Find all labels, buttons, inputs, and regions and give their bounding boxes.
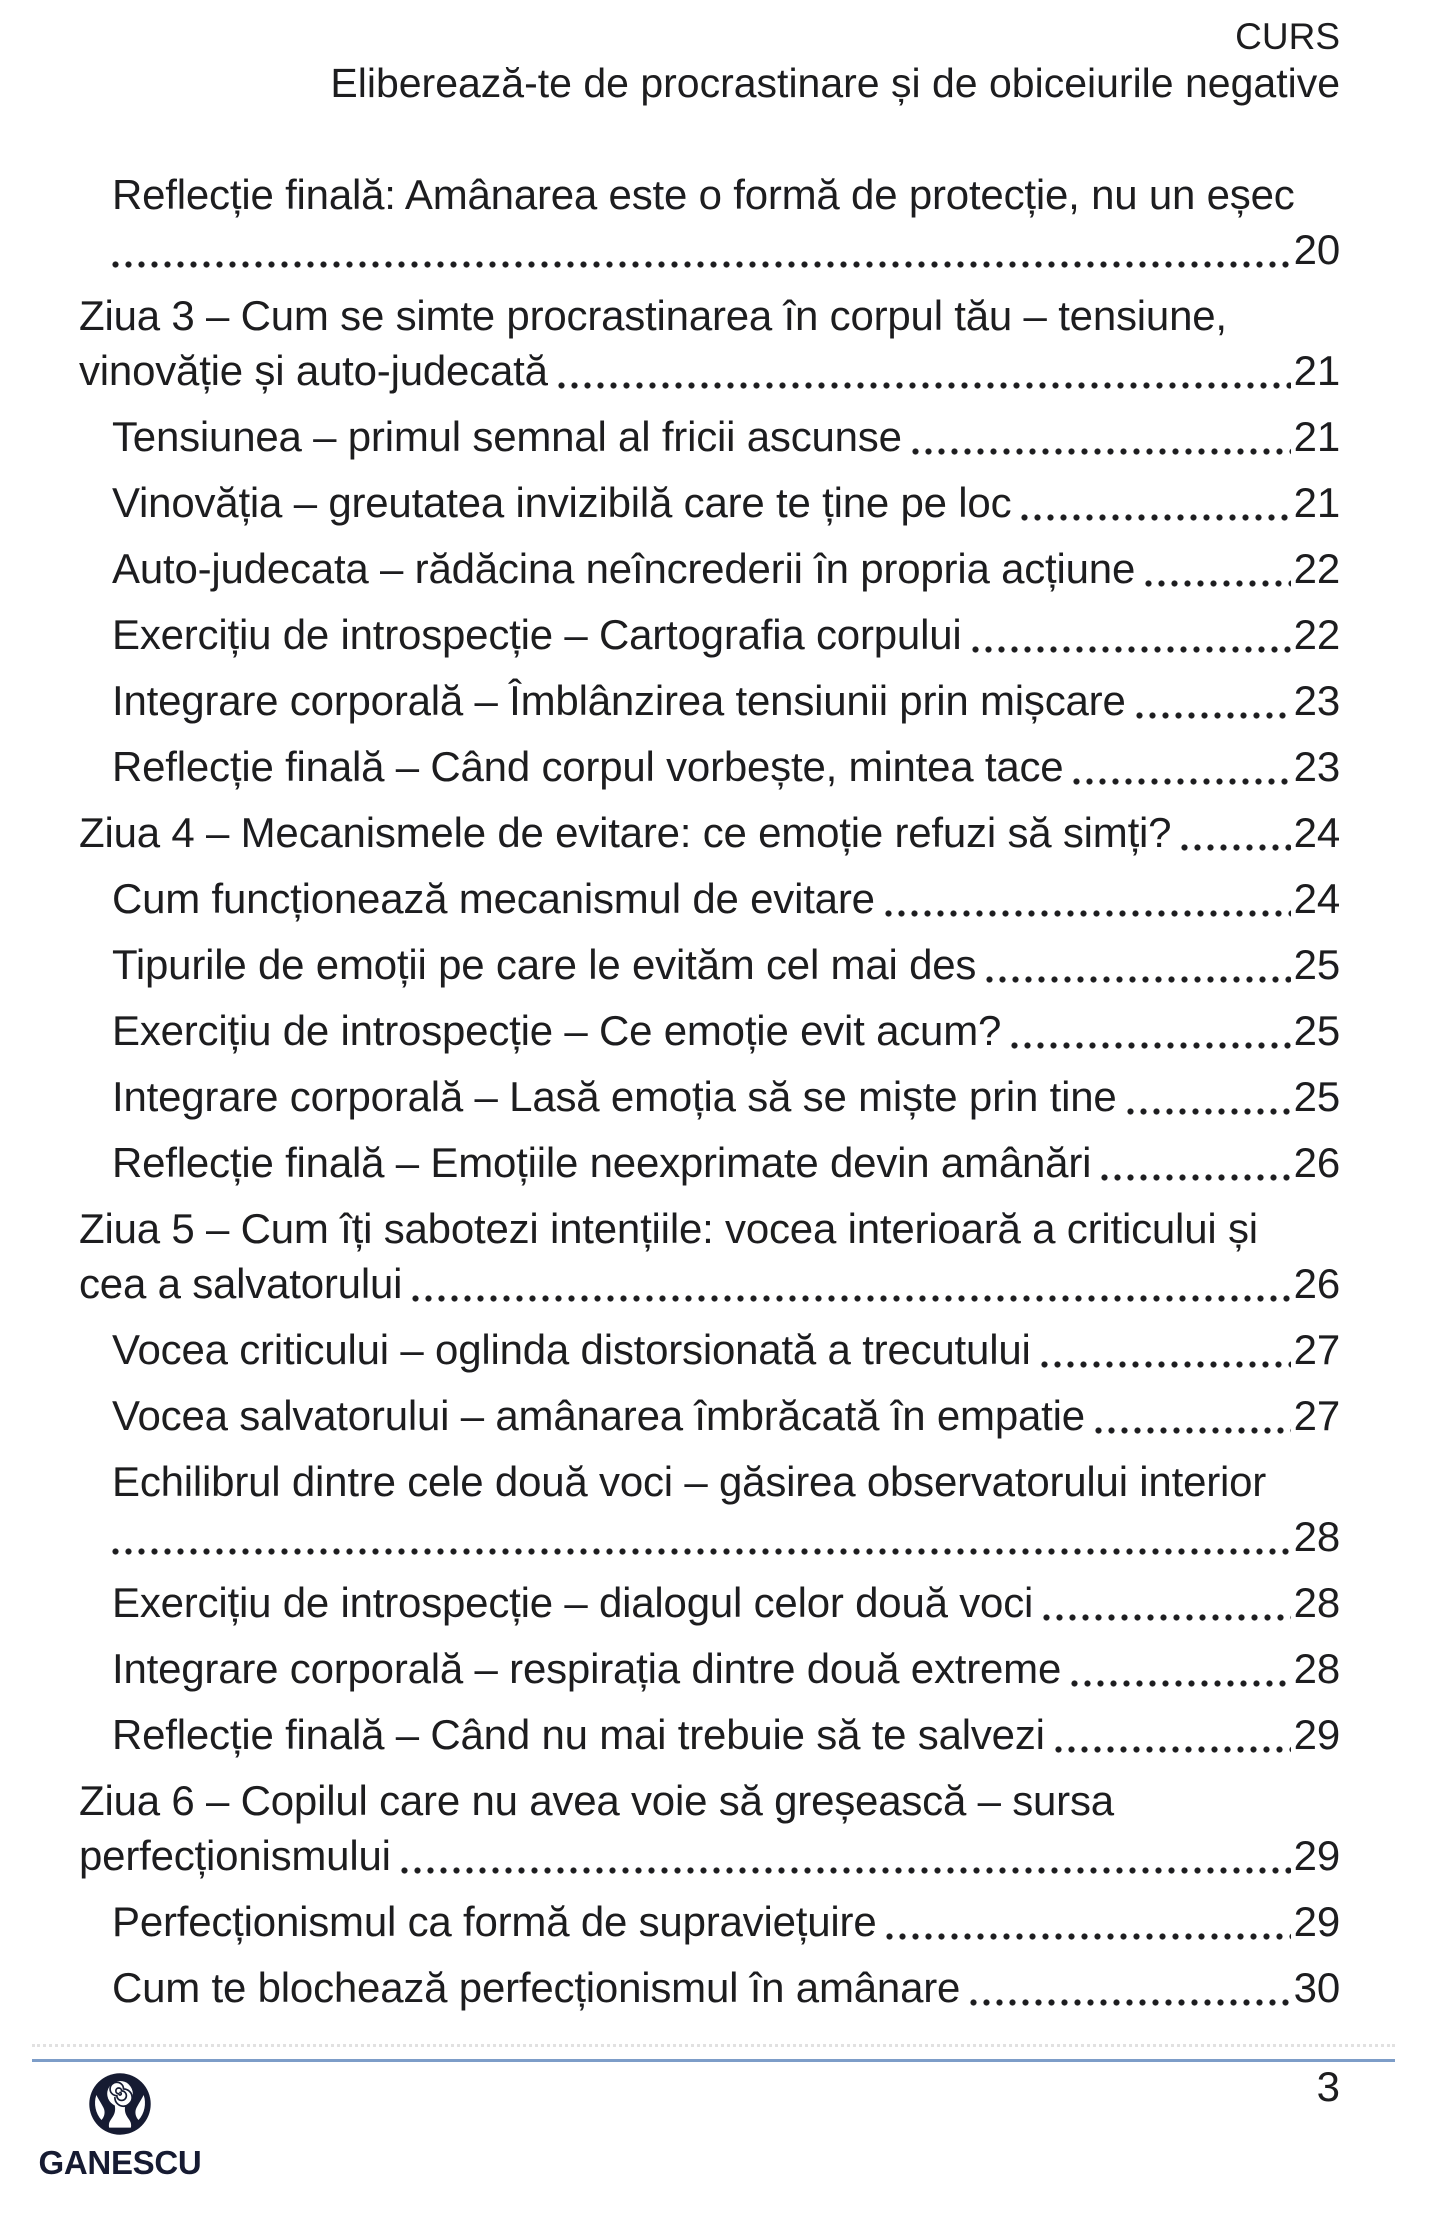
toc-entry-text: vinovăție și auto-judecată: [79, 347, 548, 394]
toc-page-number: 22: [1293, 611, 1340, 658]
toc-entry-last-line: [112, 1135, 1340, 1190]
toc-entry-last-line: [112, 739, 1340, 794]
toc-entry-last-line: [112, 222, 1340, 277]
toc-entry: [112, 1960, 1340, 2015]
dot-leader: [401, 1867, 1291, 1874]
toc-entry-last-line: [112, 1575, 1340, 1630]
toc-page-number: 24: [1293, 809, 1340, 856]
toc-entry-last-line: [112, 871, 1340, 926]
dot-leader: [112, 261, 1291, 268]
toc-entry-text: Integrare corporală – Îmblânzirea tensiunii prin mișcare: [112, 677, 1126, 724]
dot-leader: [1136, 712, 1291, 719]
toc-entry-text: Reflecție finală – Emoțiile neexprimate devin amânări: [112, 1139, 1092, 1186]
toc-entry: [112, 739, 1340, 794]
toc-entry-last-line: [79, 1828, 1340, 1883]
dot-leader: [1055, 1746, 1291, 1753]
toc-entry: [112, 871, 1340, 926]
toc-entry-text: Reflecție finală – Când corpul vorbește, mintea tace: [112, 743, 1064, 790]
toc-entry: [112, 475, 1340, 530]
toc-entry-last-line: [112, 1322, 1340, 1377]
toc-entry: [112, 1322, 1340, 1377]
toc-page-number: 21: [1293, 479, 1340, 526]
toc-entry-last-line: [112, 475, 1340, 530]
toc-entry-text: Vinovăția – greutatea invizibilă care te ține pe loc: [112, 479, 1012, 526]
dot-leader: [1043, 1614, 1291, 1621]
toc-entry-text: Auto-judecata – rădăcina neîncrederii în propria acțiune: [112, 545, 1136, 592]
toc-entry-last-line: [112, 673, 1340, 728]
toc-entry: [79, 1773, 1340, 1883]
toc-entry-last-line: [112, 1509, 1340, 1564]
toc-entry-last-line: [79, 1256, 1340, 1311]
toc-entry-text: Vocea salvatorului – amânarea îmbrăcată în empatie: [112, 1392, 1085, 1439]
toc-entry-text: Cum te blochează perfecționismul în amânare: [112, 1964, 961, 2011]
toc-entry: [112, 541, 1340, 596]
header-kicker: CURS: [1235, 16, 1340, 57]
toc-entry: [112, 1641, 1340, 1696]
toc-entry-text: Ziua 4 – Mecanismele de evitare: ce emoție refuzi să simți?: [79, 809, 1172, 856]
dot-leader: [886, 1933, 1290, 1940]
toc-entry-text: perfecționismului: [79, 1832, 391, 1879]
toc-entry-last-line: [112, 1707, 1340, 1762]
toc-page-number: 26: [1293, 1260, 1340, 1307]
toc-entry-text-line: Ziua 3 – Cum se simte procrastinarea în corpul tău – tensiune,: [79, 292, 1227, 339]
head-spiral-logo-icon: [88, 2072, 152, 2136]
toc-entry-text-line: Reflecție finală: Amânarea este o formă de protecție, nu un eșec: [112, 171, 1295, 218]
toc-entry-last-line: [112, 1960, 1340, 2015]
toc-entry-text: Exercițiu de introspecție – dialogul celor două voci: [112, 1579, 1034, 1626]
toc-entry-text: Cum funcționează mecanismul de evitare: [112, 875, 875, 922]
toc-entry-last-line: [112, 541, 1340, 596]
toc-entry: [112, 1003, 1340, 1058]
toc-entry: [112, 409, 1340, 464]
dot-leader: [1181, 844, 1290, 851]
toc-entry-last-line: [112, 1641, 1340, 1696]
toc-entry-text-line: Ziua 6 – Copilul care nu avea voie să greșească – sursa: [79, 1777, 1114, 1824]
toc-entry-last-line: [112, 1069, 1340, 1124]
toc-entry-text: Integrare corporală – respirația dintre două extreme: [112, 1645, 1062, 1692]
toc-entry-last-line: [79, 343, 1340, 398]
toc-page-number: 25: [1293, 1073, 1340, 1120]
dot-leader: [912, 448, 1291, 455]
toc-page-number: 27: [1293, 1392, 1340, 1439]
toc-entry-last-line: [112, 409, 1340, 464]
toc-entry: [112, 1135, 1340, 1190]
toc-entry: [112, 1454, 1340, 1564]
dot-leader: [1041, 1361, 1291, 1368]
toc-entry: [112, 607, 1340, 662]
dot-leader: [1145, 580, 1291, 587]
dot-leader: [970, 1999, 1290, 2006]
toc-page-number: 25: [1293, 1007, 1340, 1054]
dot-leader: [1095, 1427, 1291, 1434]
toc-entry: [112, 1894, 1340, 1949]
document-title: Eliberează-te de procrastinare și de obiceiurile negative: [330, 60, 1340, 106]
toc-entry: [79, 288, 1340, 398]
toc-entry-text: Exercițiu de introspecție – Cartografia corpului: [112, 611, 962, 658]
dot-leader: [1101, 1174, 1290, 1181]
ghost-leader-artifact: [32, 2044, 1395, 2047]
dot-leader: [1021, 514, 1290, 521]
dot-leader: [112, 1548, 1291, 1555]
toc-entry-text-line: Echilibrul dintre cele două voci – găsirea observatorului interior: [112, 1458, 1267, 1505]
toc-page-number: 20: [1293, 226, 1340, 273]
toc-entry: [112, 167, 1340, 277]
dot-leader: [558, 382, 1291, 389]
table-of-contents: [79, 167, 1340, 2015]
brand-logo: [33, 2072, 207, 2182]
toc-entry: [112, 1575, 1340, 1630]
dot-leader: [412, 1295, 1290, 1302]
toc-page-number: 27: [1293, 1326, 1340, 1373]
dot-leader: [885, 910, 1291, 917]
toc-page-number: 25: [1293, 941, 1340, 988]
dot-leader: [1127, 1108, 1291, 1115]
toc-page-number: 22: [1293, 545, 1340, 592]
toc-page-number: 26: [1293, 1139, 1340, 1186]
dot-leader: [986, 976, 1290, 983]
toc-entry-text: Vocea criticului – oglinda distorsionată a trecutului: [112, 1326, 1031, 1373]
dot-leader: [1073, 778, 1290, 785]
toc-page-number: 28: [1293, 1513, 1340, 1560]
footer-divider: [32, 2059, 1395, 2062]
toc-page-number: 30: [1293, 1964, 1340, 2011]
toc-page-number: 21: [1293, 347, 1340, 394]
toc-entry: [112, 1707, 1340, 1762]
page-number: 3: [1316, 2063, 1340, 2110]
toc-entry-last-line: [112, 1388, 1340, 1443]
toc-entry: [112, 1388, 1340, 1443]
toc-entry-text: Tipurile de emoții pe care le evităm cel mai des: [112, 941, 977, 988]
brand-name: GANESCU: [38, 2144, 202, 2181]
toc-page-number: 29: [1293, 1832, 1340, 1879]
toc-page-number: 28: [1293, 1579, 1340, 1626]
toc-entry-text-line: Ziua 5 – Cum îți sabotezi intențiile: vocea interioară a criticului și: [79, 1205, 1258, 1252]
toc-entry: [112, 1069, 1340, 1124]
toc-entry-text: Tensiunea – primul semnal al fricii ascunse: [112, 413, 902, 460]
document-header: [79, 14, 1340, 107]
toc-entry-last-line: [112, 1003, 1340, 1058]
toc-entry-last-line: [79, 805, 1340, 860]
toc-entry-text: Perfecționismul ca formă de supraviețuire: [112, 1898, 877, 1945]
toc-page-number: 21: [1293, 413, 1340, 460]
toc-entry-last-line: [112, 937, 1340, 992]
toc-entry-last-line: [112, 1894, 1340, 1949]
toc-entry: [112, 937, 1340, 992]
toc-entry: [112, 673, 1340, 728]
toc-entry: [79, 1201, 1340, 1311]
toc-page-number: 24: [1293, 875, 1340, 922]
toc-entry-last-line: [112, 607, 1340, 662]
toc-entry-text: Exercițiu de introspecție – Ce emoție evit acum?: [112, 1007, 1002, 1054]
toc-page-number: 29: [1293, 1898, 1340, 1945]
dot-leader: [972, 646, 1291, 653]
toc-page-number: 23: [1293, 677, 1340, 724]
toc-entry: [79, 805, 1340, 860]
toc-entry-text: Reflecție finală – Când nu mai trebuie să te salvezi: [112, 1711, 1045, 1758]
toc-entry-text: cea a salvatorului: [79, 1260, 403, 1307]
dot-leader: [1011, 1042, 1291, 1049]
toc-page-number: 23: [1293, 743, 1340, 790]
dot-leader: [1071, 1680, 1291, 1687]
toc-entry-text: Integrare corporală – Lasă emoția să se miște prin tine: [112, 1073, 1117, 1120]
toc-page-number: 28: [1293, 1645, 1340, 1692]
toc-page-number: 29: [1293, 1711, 1340, 1758]
